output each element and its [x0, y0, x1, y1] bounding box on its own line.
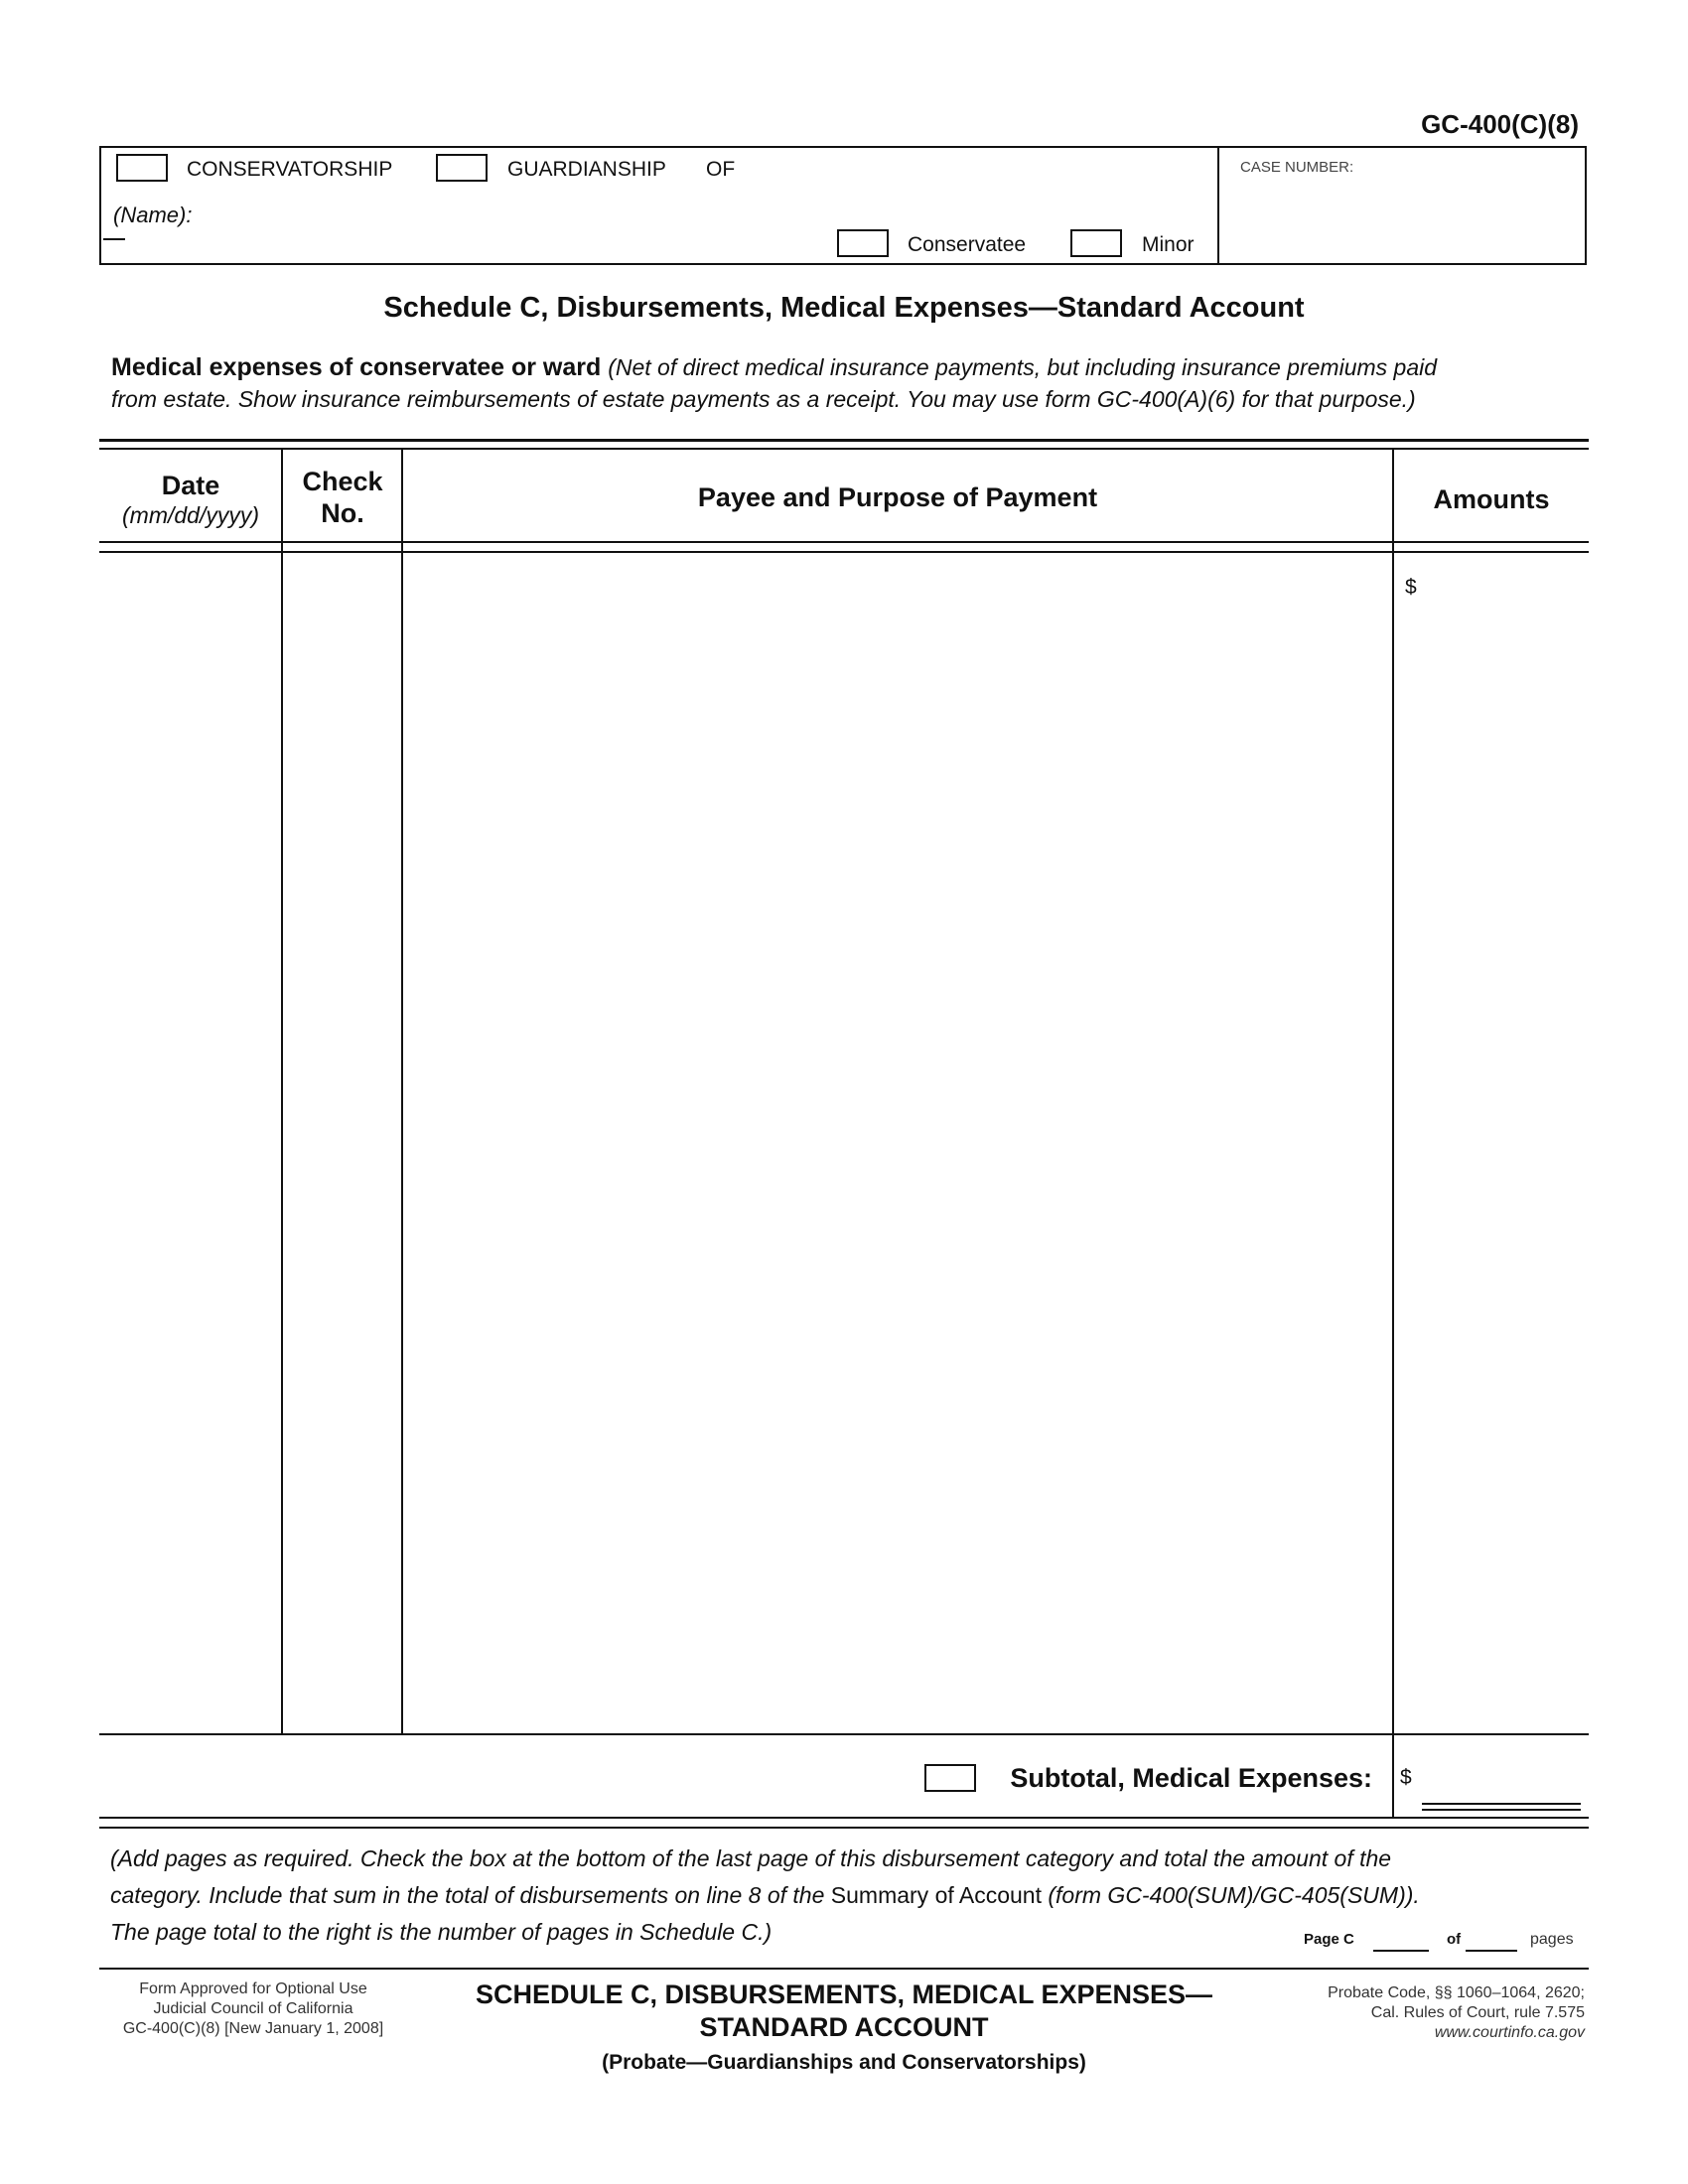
page-of-label: of: [1447, 1931, 1462, 1948]
date-column-field[interactable]: [101, 556, 280, 1732]
instructions-line-2: [110, 1882, 1420, 1909]
case-number-field[interactable]: [1231, 184, 1579, 258]
intro-italic-2: from estate. Show insurance reimbursements of estate payments as a receipt. You may use form GC-400(A)(6) for that purpose.): [111, 386, 1416, 412]
header-amounts: Amounts: [1433, 484, 1550, 514]
footer-center-2: STANDARD ACCOUNT: [699, 2012, 989, 2042]
footer-right-1: Probate Code, §§ 1060–1064, 2620;: [1328, 1984, 1585, 2001]
table-top-rule: [99, 439, 1589, 442]
guardianship-label: GUARDIANSHIP: [507, 158, 666, 181]
col-divider-date: [281, 449, 283, 1735]
case-number-label: CASE NUMBER:: [1240, 159, 1354, 176]
subtotal-currency-symbol: $: [1400, 1766, 1412, 1789]
subtotal-amount-field[interactable]: [1422, 1755, 1583, 1803]
subtotal-label: Subtotal, Medical Expenses:: [1010, 1763, 1372, 1793]
total-pages-field[interactable]: [1466, 1928, 1517, 1952]
minor-label: Minor: [1142, 233, 1195, 256]
header-date: Date: [161, 471, 220, 500]
last-page-checkbox[interactable]: [924, 1764, 976, 1792]
header-payee: Payee and Purpose of Payment: [697, 482, 1098, 512]
footer-right-2: Cal. Rules of Court, rule 7.575: [1370, 2004, 1585, 2021]
footer-center-1: SCHEDULE C, DISBURSEMENTS, MEDICAL EXPENSES—: [475, 1979, 1213, 2009]
instructions-line-3: The page total to the right is the number of pages in Schedule C.): [110, 1919, 773, 1945]
subtotal-underline-2: [1422, 1809, 1581, 1811]
footer-rule: [99, 1968, 1589, 1970]
conservatee-label: Conservatee: [908, 233, 1027, 256]
amounts-column-field[interactable]: [1425, 561, 1584, 1732]
intro-italic-1: (Net of direct medical insurance payments, but including insurance premiums paid: [608, 354, 1438, 380]
table-top-rule-2: [99, 448, 1589, 450]
table-bottom-rule: [99, 1733, 1589, 1735]
check-number-column-field[interactable]: [284, 556, 400, 1732]
page-number-field[interactable]: [1373, 1928, 1429, 1952]
name-field[interactable]: [129, 195, 824, 234]
name-dash: [103, 238, 125, 240]
header-bottom-rule: [99, 541, 1589, 543]
footer-left-1: Form Approved for Optional Use: [139, 1980, 367, 1997]
instructions-line-2c: (form GC-400(SUM)/GC-405(SUM)).: [1048, 1882, 1420, 1908]
pages-label: pages: [1530, 1931, 1574, 1948]
conservatorship-label: CONSERVATORSHIP: [187, 158, 393, 181]
subtotal-underline-1: [1422, 1803, 1581, 1805]
schedule-title: Schedule C, Disbursements, Medical Expenses—Standard Account: [383, 292, 1305, 324]
header-bottom-rule-2: [99, 551, 1589, 553]
footer-left-2: Judicial Council of California: [153, 2000, 353, 2017]
instructions-line-2b: Summary of Account: [824, 1882, 1049, 1908]
footer-left-3: GC-400(C)(8) [New January 1, 2008]: [122, 2020, 384, 2037]
instructions-line-2a: category. Include that sum in the total of disbursements on line 8 of the: [110, 1882, 825, 1908]
header-date-format: (mm/dd/yyyy): [122, 502, 259, 528]
subtotal-rule-1: [99, 1817, 1589, 1819]
of-label: OF: [706, 158, 736, 181]
caption-divider: [1217, 146, 1219, 265]
payee-column-field[interactable]: [404, 556, 1391, 1732]
conservatorship-checkbox[interactable]: [116, 154, 168, 182]
col-divider-amounts: [1392, 449, 1394, 1817]
header-check-1: Check: [302, 467, 383, 496]
amount-currency-symbol: $: [1405, 576, 1417, 599]
conservatee-checkbox[interactable]: [837, 229, 889, 257]
form-id: GC-400(C)(8): [1421, 109, 1579, 139]
footer-center-3: (Probate—Guardianships and Conservatorships): [602, 2051, 1086, 2074]
guardianship-checkbox[interactable]: [436, 154, 488, 182]
page-label: Page C: [1304, 1931, 1354, 1948]
name-label: (Name):: [113, 203, 193, 227]
intro-line-1: [111, 353, 1591, 382]
header-check-2: No.: [321, 498, 364, 528]
footer-right-3: www.courtinfo.ca.gov: [1434, 2024, 1585, 2041]
instructions-line-1: (Add pages as required. Check the box at the bottom of the last page of this disbursement category and total the amount of the: [110, 1845, 1392, 1871]
minor-checkbox[interactable]: [1070, 229, 1122, 257]
col-divider-check: [401, 449, 403, 1735]
intro-bold: Medical expenses of conservatee or ward: [111, 353, 602, 381]
subtotal-rule-2: [99, 1827, 1589, 1829]
